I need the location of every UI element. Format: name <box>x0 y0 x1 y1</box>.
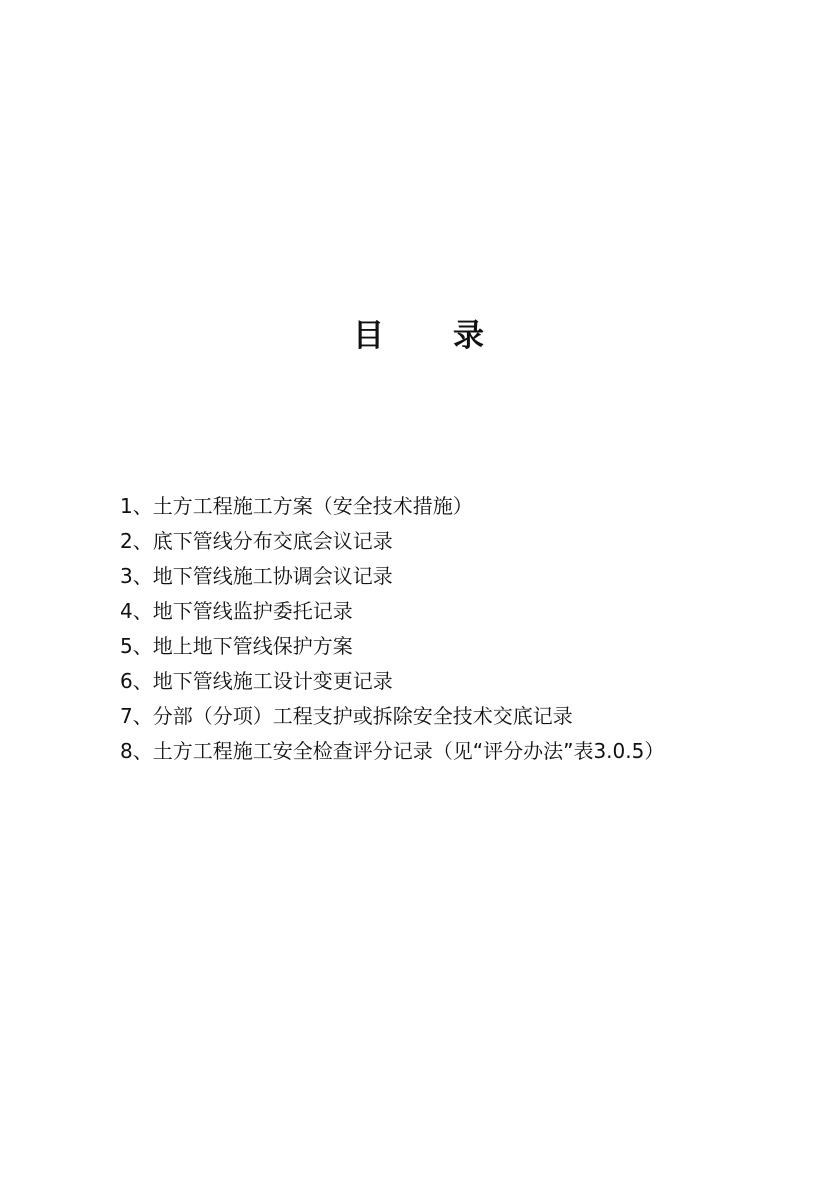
title-char-lu: 录 <box>453 318 484 354</box>
toc-item-3: 3、地下管线施工协调会议记录 <box>120 564 393 588</box>
toc-item-5: 5、地上地下管线保护方案 <box>120 634 353 658</box>
toc-item-4: 4、地下管线监护委托记录 <box>120 599 353 623</box>
title-char-mu: 目 <box>353 318 384 354</box>
table-of-contents <box>120 489 754 769</box>
page-title <box>0 316 838 356</box>
toc-item-6: 6、地下管线施工设计变更记录 <box>120 669 393 693</box>
toc-item-2: 2、底下管线分布交底会议记录 <box>120 529 393 553</box>
toc-item-7: 7、分部（分项）工程支护或拆除安全技术交底记录 <box>120 704 573 728</box>
toc-item-1: 1、土方工程施工方案（安全技术措施） <box>120 494 473 518</box>
toc-item-8: 8、土方工程施工安全检查评分记录（见“评分办法”表3.0.5） <box>120 739 665 763</box>
